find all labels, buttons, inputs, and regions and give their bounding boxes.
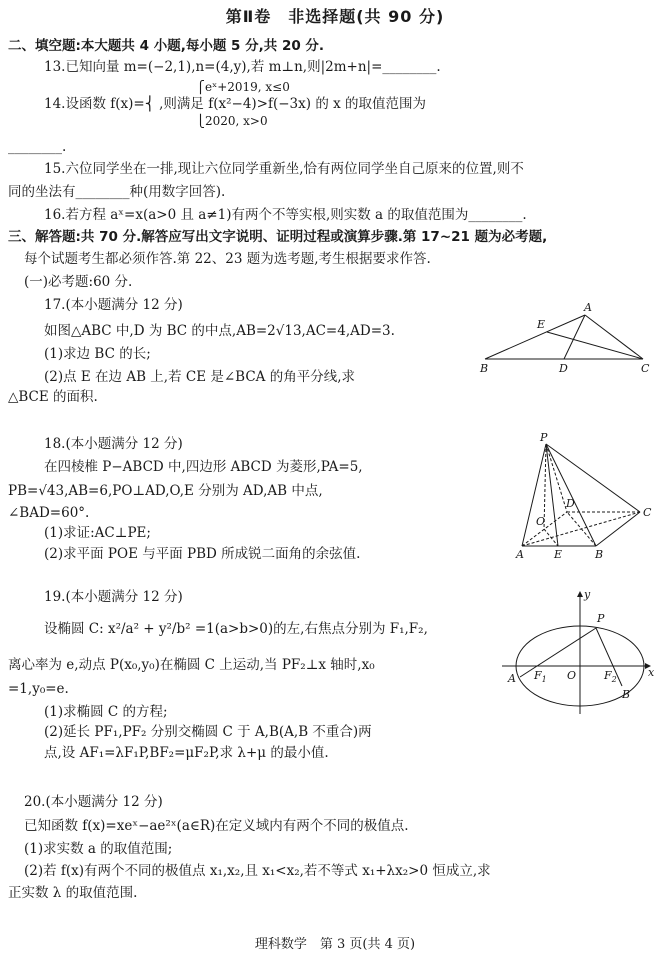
q20-heading: 20.(本小题满分 12 分) xyxy=(24,794,163,810)
section2-header: 二、填空题:本大题共 4 小题,每小题 5 分,共 20 分. xyxy=(8,38,325,54)
q14-piece-bottom: ⎩2020, x>0 xyxy=(196,114,268,128)
q18-line4: (1)求证:AC⊥PE; xyxy=(44,525,151,541)
label-e: E xyxy=(537,318,546,331)
label-b: B xyxy=(595,548,604,561)
section3-line1: 三、解答题:共 70 分.解答应写出文字说明、证明过程或演算步骤.第 17~21 题为必考题, xyxy=(8,229,548,245)
q17-line4: △BCE 的面积. xyxy=(8,389,98,405)
q19-line4: (1)求椭圆 C 的方程; xyxy=(44,704,168,720)
label-b: B xyxy=(480,362,489,375)
label-c: C xyxy=(643,506,652,519)
q19-line5: (2)延长 PF₁,PF₂ 分别交椭圆 C 于 A,B(A,B 不重合)两 xyxy=(44,724,372,740)
q14-text: 14.设函数 f(x)=⎨ ,则满足 f(x²−4)>f(−3x) 的 x 的取值范围为 xyxy=(44,96,427,112)
edge-pd xyxy=(546,444,567,512)
q18-line2: PB=√43,AB=6,PO⊥AD,O,E 分别为 AD,AB 中点, xyxy=(8,483,323,499)
label-d: D xyxy=(559,362,568,375)
edge-pe xyxy=(546,444,558,546)
edge-pb xyxy=(546,444,596,546)
label-a: A xyxy=(508,672,516,685)
label-d: D xyxy=(566,497,575,510)
q20-line4: 正实数 λ 的取值范围. xyxy=(8,885,138,901)
part1-heading: (一)必考题:60 分. xyxy=(24,274,133,290)
q19-line3: =1,y₀=e. xyxy=(8,681,69,697)
q20-line3: (2)若 f(x)有两个不同的极值点 x₁,x₂,且 x₁<x₂,若不等式 x₁+λx₂>0 恒成立,求 xyxy=(24,863,491,879)
section3-line2: 每个试题考生都必须作答.第 22、23 题为选考题,考生根据要求作答. xyxy=(24,251,431,267)
segment-ac xyxy=(585,315,643,359)
label-o: O xyxy=(536,515,546,528)
q18-line3: ∠BAD=60°. xyxy=(8,505,90,521)
q18-heading: 18.(本小题满分 12 分) xyxy=(44,436,183,452)
page-footer: 理科数学 第 3 页(共 4 页) xyxy=(254,937,416,952)
segment-ab xyxy=(485,315,585,359)
q17-line2: (1)求边 BC 的长; xyxy=(44,346,151,362)
q17-line3: (2)点 E 在边 AB 上,若 CE 是∠BCA 的角平分线,求 xyxy=(44,369,356,385)
triangle-figure xyxy=(475,297,660,377)
label-f2: $F_2$ xyxy=(604,669,617,684)
q13-text: 13.已知向量 m=(−2,1),n=(4,y),若 m⊥n,则|2m+n|=________. xyxy=(44,59,441,75)
q20-line1: 已知函数 f(x)=xeˣ−ae²ˣ(a∈R)在定义域内有两个不同的极值点. xyxy=(24,818,409,834)
line-pa xyxy=(520,628,596,677)
label-a: A xyxy=(584,301,592,314)
q19-heading: 19.(本小题满分 12 分) xyxy=(44,589,183,605)
label-p: P xyxy=(597,612,605,625)
q14-answer-blank: ________. xyxy=(8,139,67,155)
label-f1: $F_1$ xyxy=(534,669,547,684)
label-e: E xyxy=(554,548,563,561)
label-c: C xyxy=(641,362,650,375)
label-o: O xyxy=(567,669,577,682)
edge-bc xyxy=(596,512,640,546)
q20-line2: (1)求实数 a 的取值范围; xyxy=(24,841,173,857)
edge-pc xyxy=(546,444,640,512)
q18-line5: (2)求平面 POE 与平面 PBD 所成锐二面角的余弦值. xyxy=(44,546,361,562)
label-x: x xyxy=(648,666,655,679)
label-p: P xyxy=(540,431,548,444)
label-y: y xyxy=(584,588,591,601)
q17-line1: 如图△ABC 中,D 为 BC 的中点,AB=2√13,AC=4,AD=3. xyxy=(44,323,395,339)
q19-line1: 设椭圆 C: x²/a² + y²/b² =1(a>b>0)的左,右焦点分别为 F₁,F₂, xyxy=(44,621,428,637)
label-f2-sub: 2 xyxy=(611,675,617,684)
label-a: A xyxy=(516,548,524,561)
q17-heading: 17.(本小题满分 12 分) xyxy=(44,297,183,313)
ellipse-figure xyxy=(500,586,660,716)
segment-ce xyxy=(547,332,643,359)
q14-piece-top: ⎧eˣ+2019, x≤0 xyxy=(196,80,290,94)
q15-line1: 15.六位同学坐在一排,现让六位同学重新坐,恰有两位同学坐自己原来的位置,则不 xyxy=(44,161,524,177)
segment-ad xyxy=(564,315,585,359)
page-title: 第Ⅱ卷 非选择题(共 90 分) xyxy=(225,7,445,26)
pyramid-figure xyxy=(510,430,660,560)
label-b: B xyxy=(622,688,631,701)
q19-line6: 点,设 AF₁=λF₁P,BF₂=μF₂P,求 λ+μ 的最小值. xyxy=(44,745,329,761)
q18-line1: 在四棱椎 P−ABCD 中,四边形 ABCD 为菱形,PA=5, xyxy=(44,459,363,475)
label-f1-sub: 1 xyxy=(541,675,547,684)
q19-line2: 离心率为 e,动点 P(x₀,y₀)在椭圆 C 上运动,当 PF₂⊥x 轴时,x₀ xyxy=(8,657,375,673)
q15-line2: 同的坐法有________种(用数字回答). xyxy=(8,184,226,200)
q16-text: 16.若方程 aˣ=x(a>0 且 a≠1)有两个不等实根,则实数 a 的取值范围为________. xyxy=(44,207,527,223)
